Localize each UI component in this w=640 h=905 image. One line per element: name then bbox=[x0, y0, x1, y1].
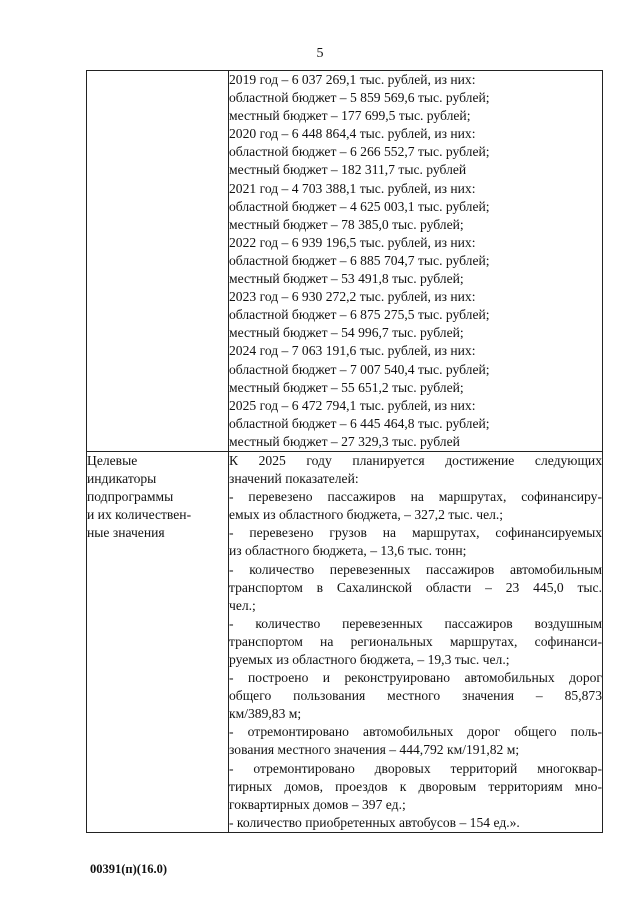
funding-line: местный бюджет – 182 311,7 тыс. рублей bbox=[229, 162, 467, 178]
indicators-label-line: Целевые bbox=[87, 452, 138, 468]
funding-line: 2020 год – 6 448 864,4 тыс. рублей, из них: bbox=[229, 126, 476, 142]
page-number: 5 bbox=[316, 46, 324, 61]
indicators-label bbox=[87, 452, 228, 542]
indicator-lines bbox=[229, 452, 602, 832]
indicators-label-line: ные значения bbox=[87, 525, 165, 541]
indicator-line: К 2025 году планируется достижение следующих bbox=[229, 452, 602, 468]
indicator-line: км/389,83 м; bbox=[229, 706, 302, 722]
indicator-line: значений показателей: bbox=[229, 471, 359, 487]
indicator-line: - построено и реконструировано автомобильных дорог bbox=[229, 670, 602, 686]
indicator-line: руемых из областного бюджета, – 19,3 тыс. чел.; bbox=[229, 652, 510, 667]
funding-line: местный бюджет – 27 329,3 тыс. рублей bbox=[229, 433, 460, 449]
indicators-row bbox=[87, 451, 603, 832]
funding-line: местный бюджет – 177 699,5 тыс. рублей; bbox=[229, 108, 471, 124]
funding-line: 2019 год – 6 037 269,1 тыс. рублей, из них: bbox=[229, 72, 476, 87]
indicator-line: транспортом в Сахалинской области – 23 445,0 тыс. bbox=[229, 579, 602, 595]
funding-line: местный бюджет – 78 385,0 тыс. рублей; bbox=[229, 216, 464, 232]
funding-line: областной бюджет – 4 625 003,1 тыс. рублей; bbox=[229, 198, 490, 214]
indicator-line: из областного бюджета, – 13,6 тыс. тонн; bbox=[229, 543, 467, 559]
indicator-line: емых из областного бюджета, – 327,2 тыс. чел.; bbox=[229, 507, 504, 523]
indicator-line: зования местного значения – 444,792 км/191,82 м; bbox=[229, 742, 520, 758]
funding-values-cell bbox=[229, 71, 603, 452]
indicators-label-line: и их количествен- bbox=[87, 507, 192, 523]
indicators-label-cell bbox=[87, 451, 229, 832]
funding-line: местный бюджет – 53 491,8 тыс. рублей; bbox=[229, 271, 464, 287]
funding-line: 2022 год – 6 939 196,5 тыс. рублей, из них: bbox=[229, 234, 476, 250]
funding-row bbox=[87, 71, 603, 452]
funding-line: областной бюджет – 6 266 552,7 тыс. рублей; bbox=[229, 144, 490, 160]
indicator-line: - количество приобретенных автобусов – 154 ед.». bbox=[229, 814, 520, 830]
funding-line: 2025 год – 6 472 794,1 тыс. рублей, из них: bbox=[229, 397, 476, 413]
indicator-line: транспортом на региональных маршрутах, софинанси- bbox=[229, 633, 602, 649]
indicator-line: гоквартирных домов – 397 ед.; bbox=[229, 796, 406, 812]
funding-label-cell bbox=[87, 71, 229, 452]
indicator-line: - количество перевезенных пассажиров воздушным bbox=[229, 615, 602, 631]
funding-lines bbox=[229, 71, 602, 451]
funding-line: 2023 год – 6 930 272,2 тыс. рублей, из них: bbox=[229, 289, 476, 305]
indicator-line: - отремонтировано дворовых территорий многоквар- bbox=[229, 760, 602, 776]
funding-line: областной бюджет – 6 885 704,7 тыс. рублей; bbox=[229, 252, 490, 268]
funding-line: 2021 год – 4 703 388,1 тыс. рублей, из них: bbox=[229, 180, 476, 196]
funding-line: областной бюджет – 5 859 569,6 тыс. рублей; bbox=[229, 90, 490, 106]
indicators-label-line: индикаторы bbox=[87, 471, 157, 487]
indicators-values-cell bbox=[229, 451, 603, 832]
funding-line: областной бюджет – 6 875 275,5 тыс. рублей; bbox=[229, 307, 490, 323]
indicator-line: - перевезено пассажиров на маршрутах, софинансиру- bbox=[229, 489, 602, 505]
indicators-label-line: подпрограммы bbox=[87, 489, 174, 505]
funding-line: областной бюджет – 6 445 464,8 тыс. рублей; bbox=[229, 415, 490, 431]
indicator-line: чел.; bbox=[229, 597, 256, 613]
indicator-line: - перевезено грузов на маршрутах, софинансируемых bbox=[229, 525, 602, 541]
funding-line: областной бюджет – 7 007 540,4 тыс. рублей; bbox=[229, 361, 490, 377]
indicator-line: - количество перевезенных пассажиров автомобильным bbox=[229, 561, 602, 577]
funding-line: местный бюджет – 55 651,2 тыс. рублей; bbox=[229, 379, 464, 395]
funding-line: местный бюджет – 54 996,7 тыс. рублей; bbox=[229, 325, 464, 341]
funding-line: 2024 год – 7 063 191,6 тыс. рублей, из них: bbox=[229, 343, 476, 359]
document-code: 00391(п)(16.0) bbox=[90, 862, 167, 876]
program-passport-table bbox=[86, 70, 603, 833]
indicator-line: общего пользования местного значения – 85,873 bbox=[229, 688, 602, 704]
indicator-line: тирных домов, проездов к дворовым территориям мно- bbox=[229, 778, 602, 794]
indicator-line: - отремонтировано автомобильных дорог общего поль- bbox=[229, 724, 602, 740]
